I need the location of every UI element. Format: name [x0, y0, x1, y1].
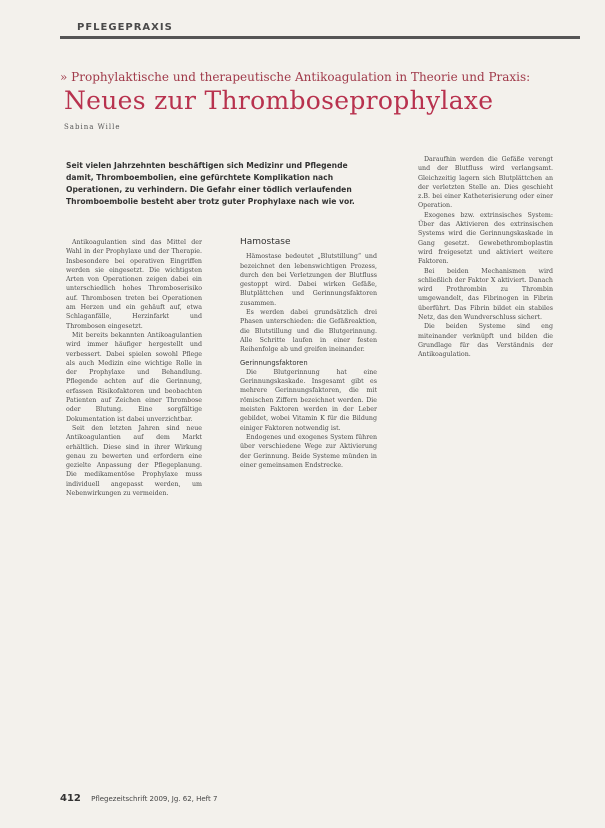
- journal-citation: Pflegezeitschrift 2009, Jg. 62, Heft 7: [91, 795, 218, 803]
- paragraph: Antikoagulantien sind das Mittel der Wahl in der Prophylaxe und der Therapie. Insbesondere bei operativen Eingriffen werden sie eingesetzt. Die wichtigsten Arten von Operationen zeigen dabei ein unterschiedlich hohes Thromboserisiko auf. Thrombosen treten bei Operationen am Herzen und ein gehäuft auf, etwa Schlaganfälle, Herzinfarkt und Thrombosen eingesetzt.: [66, 239, 202, 330]
- text-column-3: [418, 155, 553, 767]
- text-column-2: [240, 238, 377, 766]
- page-number: 412: [60, 793, 81, 804]
- paragraph: Es werden dabei grundsätzlich drei Phasen unterschieden: die Gefäßreaktion, die Blutstillung und die Blutgerinnung. Alle Schritte laufen in einer festen Reihenfolge ab und greifen ineinander.: [240, 309, 377, 354]
- article-title: Neues zur Thromboseprophylaxe: [64, 86, 494, 115]
- paragraph: Mit bereits bekannten Antikoagulantien wird immer häufiger hergestellt und verbessert. Dabei spielen sowohl Pflege als auch Medizin eine wichtige Rolle in der Prophylaxe und Behandlung. Pflegende achten auf die Gerinnung, erfassen Risikofaktoren und beobachten Patienten auf Zeichen einer Thrombose oder Blutung. Eine sorgfältige Dokumentation ist dabei unverzichtbar.: [66, 331, 202, 423]
- page-footer: [60, 793, 217, 804]
- paragraph: Exogenes bzw. extrinsisches System: Über das Aktivieren des extrinsischen Systems wird die Gerinnungskaskade in Gang gesetzt. Gewebethromboplastin wird freigesetzt und aktiviert weitere Faktoren.: [418, 211, 553, 266]
- subsection-heading: Gerinnungsfaktoren: [240, 358, 308, 367]
- paragraph: Seit den letzten Jahren sind neue Antikoagulantien auf dem Markt erhältlich. Diese sind in ihrer Wirkung genau zu bewerten und erfordern eine gezielte Anpassung der Pflegeplanung. Die medikamentöse Prophylaxe muss individuell angepasst werden, um Nebenwirkungen zu vermeiden.: [66, 424, 202, 498]
- paragraph: Daraufhin werden die Gefäße verengt und der Blutfluss wird verlangsamt. Gleichzeitig lagern sich Blutplättchen an der verletzten Stelle an. Dies geschieht z.B. bei einer Katheterisierung oder einer Operation.: [418, 156, 553, 210]
- paragraph: Hämostase bedeutet „Blutstillung“ und bezeichnet den lebenswichtigen Prozess, durch den bei Verletzungen der Blutfluss gestoppt wird. Dabei wirken Gefäße, Blutplättchen und Gerinnungsfaktoren zusammen.: [240, 253, 377, 307]
- paragraph: Bei beiden Mechanismen wird schließlich der Faktor X aktiviert. Danach wird Prothrombin zu Thrombin umgewandelt, das Fibrinogen in Fibrin überführt. Das Fibrin bildet ein stabiles Netz, das den Wundverschluss sichert.: [418, 267, 553, 322]
- header-rule: [60, 36, 580, 39]
- paragraph: Die Blutgerinnung hat eine Gerinnungskaskade. Insgesamt gibt es mehrere Gerinnungsfaktoren, die mit römischen Ziffern bezeichnet werden. Die meisten Faktoren werden in der Leber gebildet, wobei Vitamin K für die Bildung einiger Faktoren notwendig ist.: [240, 368, 377, 432]
- paragraph: Die beiden Systeme sind eng miteinander verknüpft und bilden die Grundlage für das Verständnis der Antikoagulation.: [418, 323, 553, 359]
- text-column-1: [66, 238, 202, 766]
- section-label: PFLEGEPRAXIS: [77, 22, 173, 33]
- article-lead: Seit vielen Jahrzehnten beschäftigen sich Medizinr und Pflegende damit, Thromboembolien, eine gefürchtete Komplikation nach Operationen, zu verhindern. Die Gefahr einer tödlich verlaufenden Thromboembolie besteht aber trotz guter Prophylaxe nach wie vor.: [66, 161, 355, 206]
- section-heading: Hämostase: [240, 238, 291, 247]
- article-kicker: » Prophylaktische und therapeutische Antikoagulation in Theorie und Praxis:: [60, 70, 531, 84]
- article-author: Sabina Wille: [64, 123, 121, 131]
- paragraph: Endogenes und exogenes System führen über verschiedene Wege zur Aktivierung der Gerinnung. Beide Systeme münden in einer gemeinsamen Endstrecke.: [240, 433, 377, 469]
